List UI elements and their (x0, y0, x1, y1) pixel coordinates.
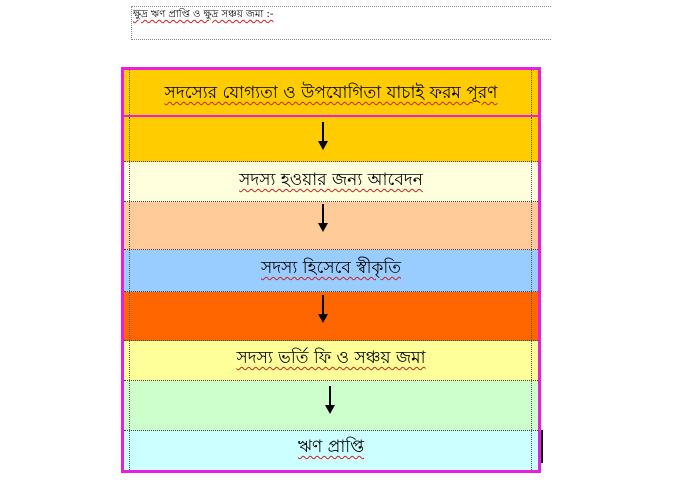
row-guide-right (531, 381, 532, 430)
down-arrow-icon (318, 122, 328, 150)
flow-step-2 (124, 117, 538, 162)
flow-step-3-label: সদস্য হওয়ার জন্য আবেদন (239, 170, 423, 190)
row-guide-right (531, 202, 532, 249)
down-arrow-icon (325, 386, 335, 414)
flow-step-3 (124, 162, 538, 202)
flow-step-1-label: সদস্যের যোগ্যতা ও উপযোগিতা যাচাই ফরম পূরণ (164, 83, 498, 103)
row-guide-left (129, 381, 130, 430)
flow-step-1 (124, 70, 538, 116)
row-guide-left (129, 292, 130, 340)
row-guide-right (531, 117, 532, 161)
flowchart-inner (124, 70, 538, 470)
flow-step-9 (124, 431, 538, 470)
heading-text: ক্ষুদ্র ঋণ প্রাপ্তি ও ক্ষুদ্র সঞ্চয় জমা :- (133, 9, 274, 20)
flow-step-6 (124, 292, 538, 341)
row-guide-left (129, 202, 130, 249)
text-cursor (541, 430, 543, 463)
flowchart-frame[interactable] (121, 67, 541, 473)
flow-step-5-label: সদস্য হিসেবে স্বীকৃতি (261, 258, 401, 278)
flow-step-4 (124, 202, 538, 250)
flow-step-5 (124, 250, 538, 292)
flow-step-8 (124, 381, 538, 431)
heading-text-box[interactable] (131, 6, 551, 40)
row-guide-right (531, 292, 532, 340)
flow-step-9-label: ঋণ প্রাপ্তি (297, 437, 365, 457)
row-guide-left (129, 117, 130, 161)
down-arrow-icon (318, 295, 328, 323)
flow-step-7-label: সদস্য ভর্তি ফি ও সঞ্চয় জমা (236, 348, 426, 368)
down-arrow-icon (318, 204, 328, 232)
flow-step-7 (124, 341, 538, 381)
